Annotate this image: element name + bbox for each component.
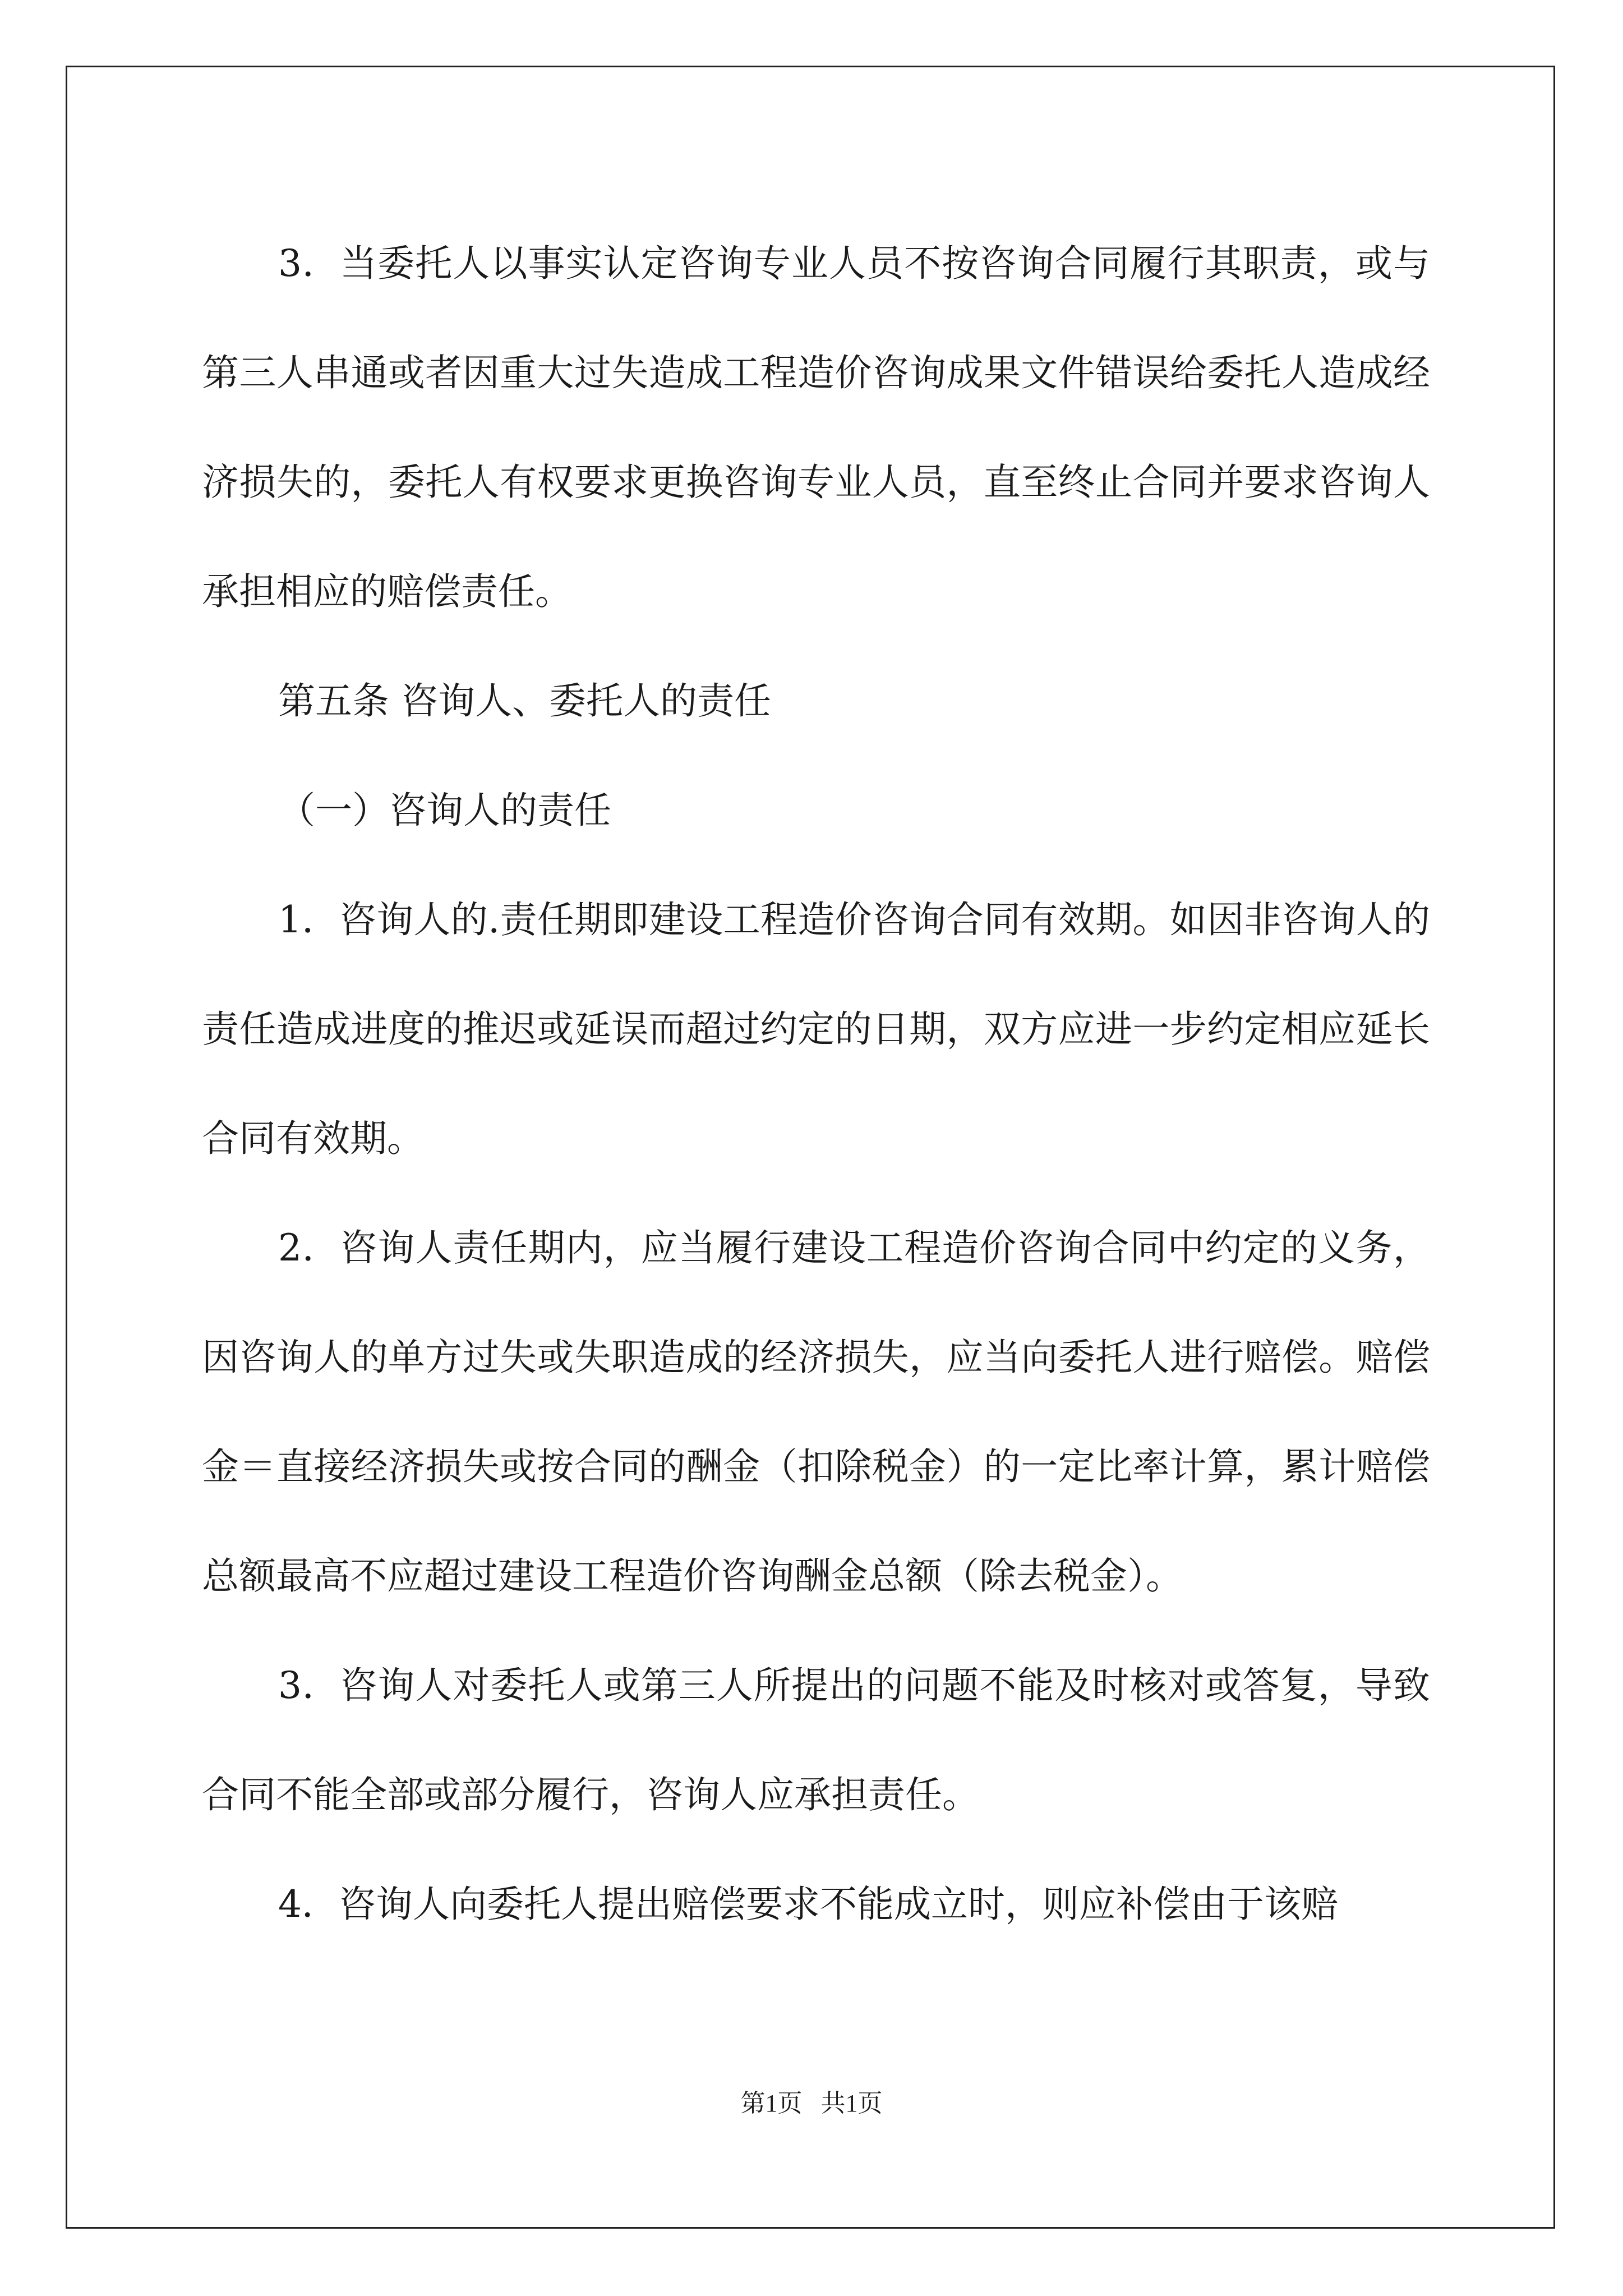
page-total: 共1页 [820,2090,883,2117]
paragraph-compensation: 2．咨询人责任期内，应当履行建设工程造价咨询合同中约定的义务，因咨询人的单方过失或失职造成的经济损失，应当向委托人进行赔偿。赔偿金＝直接经济损失或按合同的酬金（扣除税金）的一定比率计算，累计赔偿总额最高不应超过建设工程造价咨询酬金总额（除去税金）。 [202,1226,1430,1598]
paragraph-clause-3-client-rights: 3．当委托人以事实认定咨询专业人员不按咨询合同履行其职责，或与第三人串通或者因重大过失造成工程造价咨询成果文件错误给委托人造成经济损失的，委托人有权要求更换咨询专业人员，直至终止合同并要求咨询人承担相应的赔偿责任。 [202,242,1430,613]
subsection-heading-consultant-liability: （一）咨询人的责任 [278,789,611,832]
paragraph-response-failure: 3．咨询人对委托人或第三人所提出的问题不能及时核对或答复，导致合同不能全部或部分履行，咨询人应承担责任。 [202,1664,1430,1816]
section-heading-article-5: 第五条 咨询人、委托人的责任 [278,679,771,723]
paragraph-claim-invalid: 4．咨询人向委托人提出赔偿要求不能成立时，则应补偿由于该赔 [278,1883,1338,1926]
document-body [202,209,1430,1959]
page-footer [0,2083,1623,2119]
page-number: 第1页 [740,2090,803,2117]
paragraph-liability-period: 1．咨询人的.责任期即建设工程造价咨询合同有效期。如因非咨询人的责任造成进度的推迟或延误而超过约定的日期，双方应进一步约定相应延长合同有效期。 [202,898,1430,1160]
